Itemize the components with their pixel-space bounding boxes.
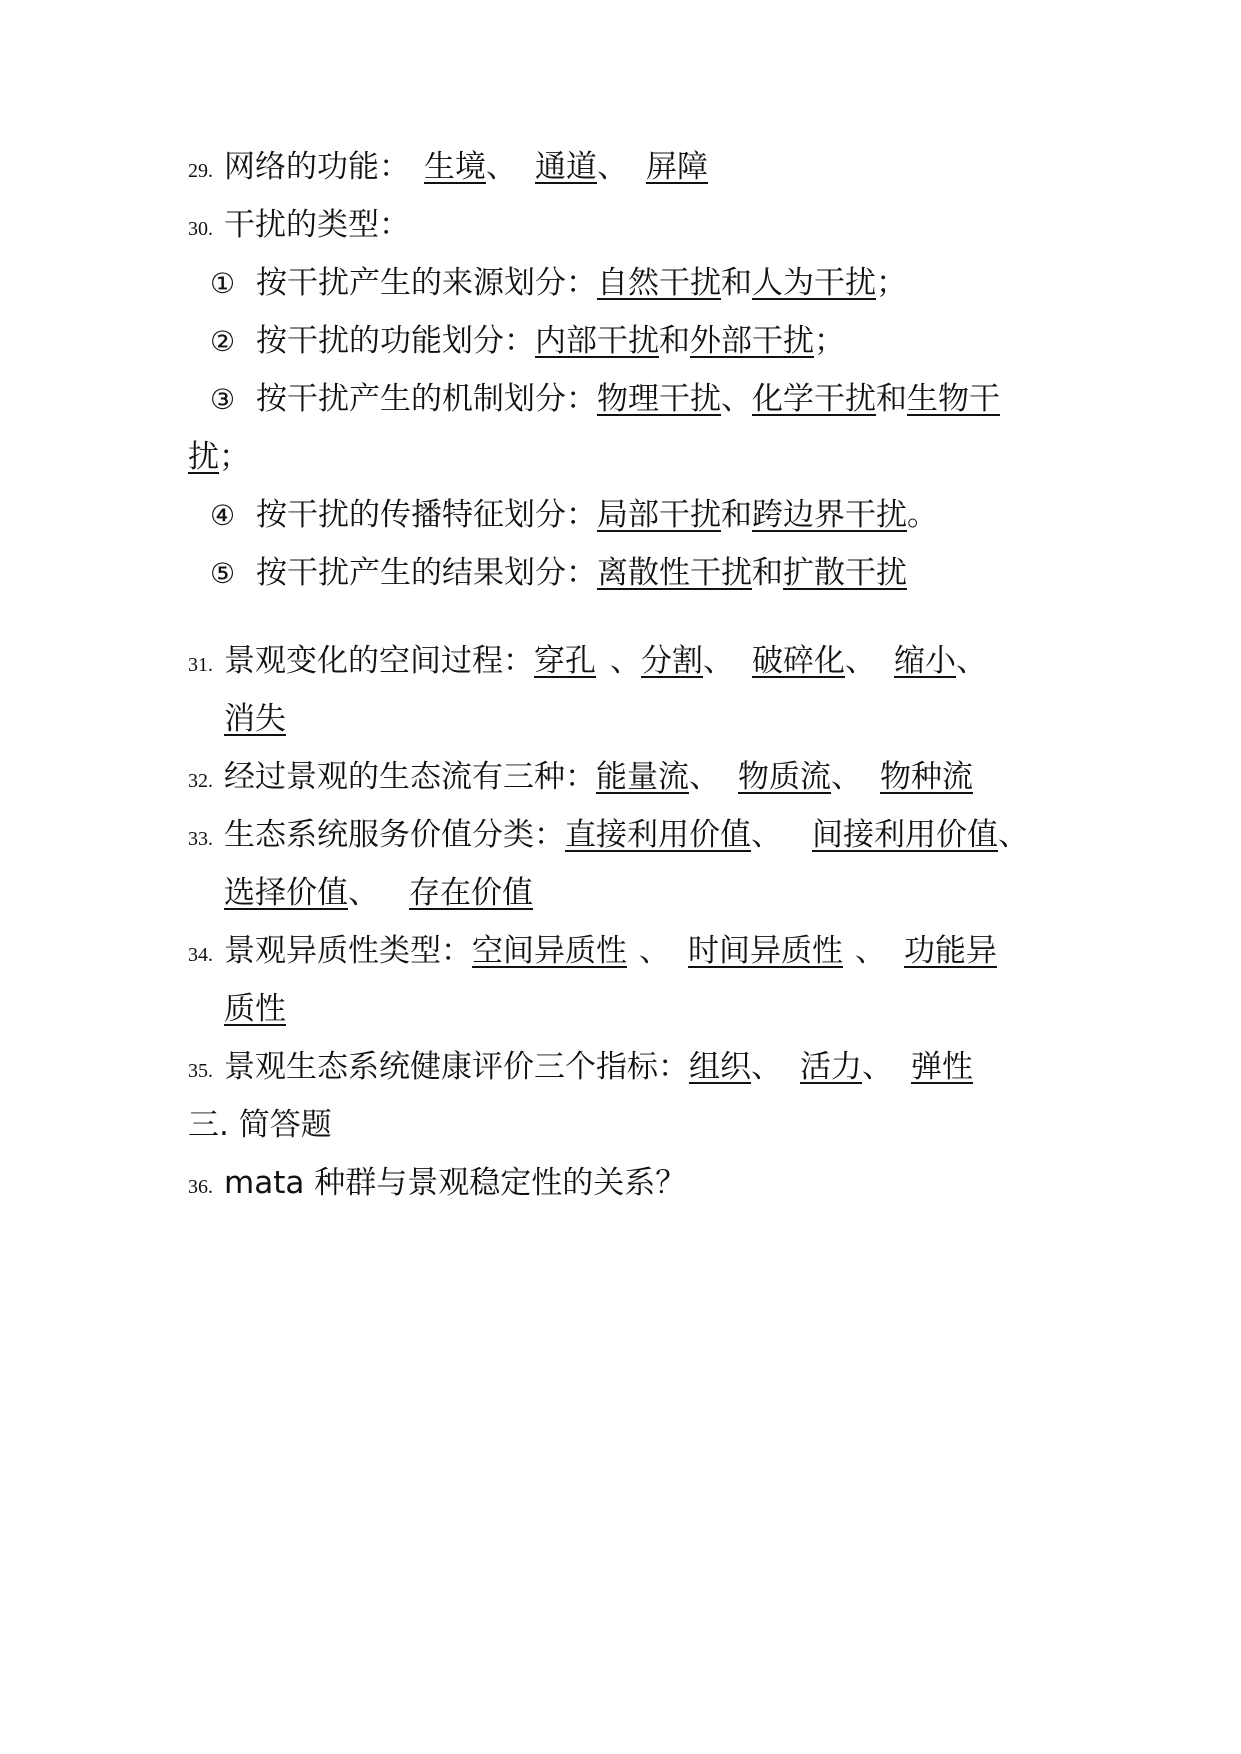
answer-blank: 功能异: [904, 933, 997, 969]
question-34-wrap: [224, 987, 286, 1031]
item-text: 按干扰产生的来源划分：: [256, 265, 597, 301]
answer-blank: 缩小: [894, 643, 956, 679]
circled-number: ③: [210, 383, 236, 416]
separator: 、: [348, 875, 379, 911]
question-33-wrap: [224, 871, 533, 915]
question-35: [188, 1045, 973, 1089]
question-29: [188, 145, 708, 189]
answer-blank: 分割: [641, 643, 703, 679]
answer-blank: 消失: [224, 701, 286, 737]
question-number: 35.: [188, 1060, 213, 1082]
circled-number: ②: [210, 325, 236, 358]
question-number: 31.: [188, 654, 213, 676]
separator: 、: [486, 149, 517, 185]
question-33: [188, 813, 1029, 857]
answer-blank: 内部干扰: [535, 323, 659, 359]
answer-blank: 自然干扰: [597, 265, 721, 301]
answer-blank: 扩散干扰: [783, 555, 907, 591]
question-number: 30.: [188, 218, 213, 240]
punctuation: ；: [219, 439, 250, 475]
question-30-item-4: [210, 493, 938, 537]
question-number: 33.: [188, 828, 213, 850]
section-heading: [188, 1103, 332, 1147]
conjunction: 和: [752, 555, 783, 591]
question-30-item-3-wrap: [188, 435, 250, 479]
answer-blank: 扰: [188, 439, 219, 475]
separator: 、: [855, 933, 886, 969]
answer-blank: 时间异质性: [688, 933, 843, 969]
punctuation: ；: [814, 323, 845, 359]
separator: 、: [751, 817, 782, 853]
answer-blank: 局部干扰: [597, 497, 721, 533]
question-30-item-5: [210, 551, 907, 595]
question-text: mata 种群与景观稳定性的关系？: [224, 1165, 687, 1201]
punctuation: ；: [876, 265, 907, 301]
answer-blank: 通道: [535, 149, 597, 185]
question-text: 景观变化的空间过程：: [224, 643, 534, 679]
question-31: [188, 639, 987, 683]
question-32: [188, 755, 973, 799]
question-30-item-1: [210, 261, 907, 305]
circled-number: ⑤: [210, 557, 236, 590]
answer-blank: 物种流: [880, 759, 973, 795]
question-text: 生态系统服务价值分类：: [224, 817, 565, 853]
answer-blank: 屏障: [646, 149, 708, 185]
answer-blank: 离散性干扰: [597, 555, 752, 591]
question-text: 经过景观的生态流有三种：: [224, 759, 596, 795]
separator: 、: [831, 759, 862, 795]
separator: 、: [845, 643, 876, 679]
separator: 、: [689, 759, 720, 795]
answer-blank: 物质流: [738, 759, 831, 795]
separator: 、: [721, 381, 752, 417]
section-title: 三. 简答题: [188, 1107, 332, 1143]
answer-blank: 存在价值: [409, 875, 533, 911]
separator: 、: [597, 149, 628, 185]
answer-blank: 外部干扰: [690, 323, 814, 359]
answer-blank: 穿孔: [534, 643, 596, 679]
conjunction: 和: [659, 323, 690, 359]
separator: 、: [751, 1049, 782, 1085]
separator: 、: [610, 643, 641, 679]
answer-blank: 跨边界干扰: [752, 497, 907, 533]
punctuation: 。: [907, 497, 938, 533]
answer-blank: 人为干扰: [752, 265, 876, 301]
answer-blank: 弹性: [911, 1049, 973, 1085]
item-text: 按干扰的传播特征划分：: [256, 497, 597, 533]
question-36: [188, 1161, 686, 1205]
circled-number: ①: [210, 267, 236, 300]
question-text: 景观异质性类型：: [224, 933, 472, 969]
answer-blank: 直接利用价值: [565, 817, 751, 853]
answer-blank: 能量流: [596, 759, 689, 795]
separator: 、: [998, 817, 1029, 853]
circled-number: ④: [210, 499, 236, 532]
item-text: 按干扰的功能划分：: [256, 323, 535, 359]
answer-blank: 间接利用价值: [812, 817, 998, 853]
separator: 、: [639, 933, 670, 969]
question-number: 34.: [188, 944, 213, 966]
question-31-wrap: [224, 697, 286, 741]
question-number: 32.: [188, 770, 213, 792]
answer-blank: 活力: [800, 1049, 862, 1085]
separator: 、: [703, 643, 734, 679]
answer-blank: 破碎化: [752, 643, 845, 679]
question-30-item-3: [210, 377, 1000, 421]
question-30: [188, 203, 410, 247]
question-text: 网络的功能：: [224, 149, 410, 185]
answer-blank: 物理干扰: [597, 381, 721, 417]
question-text: 干扰的类型：: [224, 207, 410, 243]
question-30-item-2: [210, 319, 845, 363]
answer-blank: 生物干: [907, 381, 1000, 417]
answer-blank: 选择价值: [224, 875, 348, 911]
answer-blank: 生境: [424, 149, 486, 185]
answer-blank: 空间异质性: [472, 933, 627, 969]
question-text: 景观生态系统健康评价三个指标：: [224, 1049, 689, 1085]
item-text: 按干扰产生的结果划分：: [256, 555, 597, 591]
answer-blank: 质性: [224, 991, 286, 1027]
question-number: 36.: [188, 1176, 213, 1198]
separator: 、: [956, 643, 987, 679]
conjunction: 和: [721, 497, 752, 533]
question-number: 29.: [188, 160, 213, 182]
conjunction: 和: [721, 265, 752, 301]
answer-blank: 组织: [689, 1049, 751, 1085]
item-text: 按干扰产生的机制划分：: [256, 381, 597, 417]
conjunction: 和: [876, 381, 907, 417]
question-34: [188, 929, 997, 973]
separator: 、: [862, 1049, 893, 1085]
answer-blank: 化学干扰: [752, 381, 876, 417]
